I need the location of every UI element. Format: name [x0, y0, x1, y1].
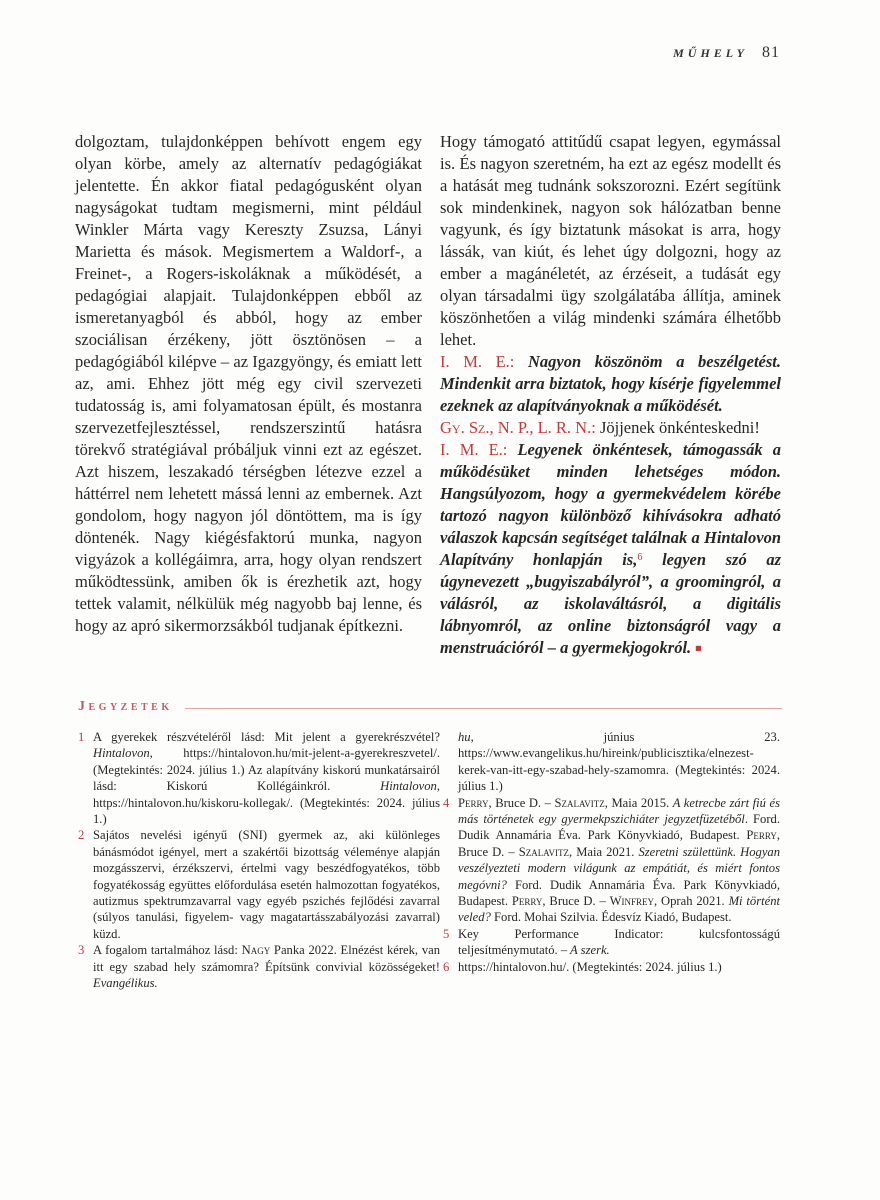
footnote-number: 1 — [78, 730, 85, 744]
text-run: dolgoztam, tulajdonképpen behívott engem egy olyan körbe, amely az alternatív pedagógiákat jelentette. Én akkor fiatal pedagógusként olyan nagyságokat tudtam megismerni, mint például Winkler Márta vagy Kereszty Zsuzsa, Lányi Marietta és mások. Megismertem a Waldorf-, a Freinet-, a Rogers-iskoláknak a működését, a pedagógiai alapjait. Tulajdonképpen ebből az ismeretanyagból és abból, hogy az ember szociálisan érzékeny, jött ösztönösen – a pedagógiából kilépve – az Igazgyöngy, és emiatt lett az, ami. Ehhez jött még egy civil szervezeti tudatosság is, ami folyamatosan épült, és mostanra szervezetfejlesztéssel, rendszerszintű hatásra törekvő stratégiával próbáljuk vinni ezt az egészet. Azt hiszem, leszakadó térségben létezve ezzel a háttérrel nem lehetett mássá lenni az embernek. Azt gondolom, hogy nagyon jól döntöttem, ma is így döntenék. Nagy kiégésfaktorú munka, nagyon vigyázok a kollégáimra, arra, hogy olyan rendszert működtessünk, amiben ők is érezhetik azt, hogy tettek valamit, nélkülük még nagyobb baj lenne, és hogy az apró sikermorzsákból tudjanak építkezni. — [75, 132, 422, 635]
end-of-article-mark: ■ — [695, 642, 702, 655]
text-run: június 23. https://www.evangelikus.hu/hireink/publicisztika/elnezest-kerek-van-itt-egy-szabad-hely-szamomra. (Megtekintés: 2024. július 1.) — [458, 730, 780, 794]
footnote-text — [458, 960, 722, 974]
text-run: Szalavitz — [518, 844, 570, 859]
text-run: , Maia 2015. — [604, 795, 673, 810]
text-run: Perry — [458, 795, 489, 810]
text-run: Sajátos nevelési igényű (SNI) gyermek az, aki különleges bánásmódot igényel, mert a szakértői bizottság véleménye alapján mozgásszervi, érzékszervi, értelmi vagy beszédfogyatékos, több fogyatékosság együttes előfordulása esetén halmozottan fogyatékos, autizmus spektrumzavarral vagy egyéb pszichés fejlődési zavarral (súlyos tanulási, figyelem- vagy magatartásszabályozási zavarral) küzd. — [93, 828, 440, 941]
text-run: A gyerekek részvételéről lásd: Mit jelent a gyerekrészvétel? — [93, 730, 440, 744]
paragraph — [440, 351, 781, 417]
text-run: Ford. Dudik Annamária Éva. Park Könyvkiadó, Budapest. — [458, 877, 780, 909]
paragraph — [440, 417, 781, 439]
text-run: Mi történt veled? — [458, 894, 780, 925]
text-run: Ford. Mohai Szilvia. Édesvíz Kiadó, Budapest. — [490, 910, 732, 925]
section-label: MŰHELY — [673, 46, 748, 60]
speaker-label: Gy. Sz., N. P., L. R. N.: — [440, 418, 600, 437]
text-run: , Bruce D. – — [542, 894, 610, 909]
footnote — [443, 795, 780, 926]
text-run: , Oprah 2021. — [654, 894, 729, 909]
footnote-number: 4 — [443, 795, 450, 810]
footnote — [443, 959, 780, 975]
text-run: https://hintalovon.hu/. (Megtekintés: 2024. július 1.) — [458, 959, 722, 974]
text-run: – A szerk. — [560, 943, 610, 958]
text-run: . Ford. Dudik Annamária Éva. Park Könyvkiadó, Budapest. — [458, 812, 780, 843]
footnote — [78, 827, 440, 942]
footnote-text — [93, 828, 440, 940]
text-run: Hintalovon — [380, 779, 437, 794]
text-run: legyen szó az úgynevezett „bugyiszabályról”, a groomingról, a válásról, az iskolaváltásról, a digitális lábnyomról, az online biztonságról vagy a menstruációról – a gyermekjogokról. — [440, 550, 781, 657]
footnote-number: 6 — [443, 959, 450, 974]
text-run: Panka 2022. Elnézést kérek, van itt egy szabad hely számomra? Építsünk convivial közösségeket! — [93, 943, 441, 974]
text-run: Szalavitz — [554, 795, 605, 810]
footnotes-heading — [78, 699, 782, 715]
footnotes-rule — [185, 708, 782, 709]
text-run: , Bruce D. – — [488, 795, 555, 810]
footnote-text — [458, 927, 780, 957]
text-run: , https://hintalovon.hu/mit-jelent-a-gyerekreszvetel/. (Megtekintés: 2024. július 1.) Az alapítvány kiskorú munkatársairól lásd: Kiskorú Kollégáinkról. — [93, 746, 440, 794]
speaker-label: I. M. E.: — [440, 440, 518, 459]
footnote-text — [93, 730, 440, 826]
footnote — [78, 729, 440, 827]
footnote-text — [93, 943, 440, 990]
text-run: Legyenek önkéntesek, támogassák a működésüket minden lehetséges módon. Hangsúlyozom, hogy a gyermekvédelem körébe tartozó nagyon különböző kihívásokra adható válaszok kapcsán segítséget találnak a Hintalovon Alapítvány honlapján is, — [440, 440, 781, 569]
footnotes-title: Jegyzetek — [78, 699, 173, 714]
paragraph — [440, 439, 781, 660]
text-run: Perry — [746, 828, 777, 843]
text-run: , https://hintalovon.hu/kiskoru-kollegak/. (Megtekintés: 2024. július 1.) — [93, 779, 440, 827]
text-run: A fogalom tartalmához lásd: — [93, 943, 242, 958]
text-run: Jöjjenek önkénteskedni! — [599, 418, 760, 437]
text-run: Hogy támogató attitűdű csapat legyen, egymással is. És nagyon szeretném, ha ezt az egész modellt és a hatását meg tudnánk sokszorozni. Ezért segítünk sok mindenkinek, nagyon sok hálózatban benne vagyunk, és így biztatunk másokat is arra, hogy lássák, van kiút, és lehet úgy dolgozni, hogy az ember a magánéletét, az érzéseit, a tudását egy olyan társadalmi ügy szolgálatába állítja, aminek köszönhetően a világ mindenki számára élhetőbb lehet. — [440, 132, 781, 349]
text-run: A ketrecbe zárt fiú és más történetek egy gyermekpszichiáter jegyzetfüzetéből — [458, 795, 780, 827]
text-run: Winfrey — [609, 894, 655, 909]
paragraph — [440, 131, 781, 351]
text-run: Nagyon köszönöm a beszélgetést. Mindenkit arra biztatok, hogy kísérje figyelemmel ezeknek az alapítványoknak a működését. — [440, 352, 781, 415]
speaker-label: I. M. E.: — [440, 352, 528, 371]
text-run: hu, — [458, 730, 474, 744]
text-run: , Bruce D. – — [458, 828, 780, 859]
text-run: Nagy — [241, 943, 271, 958]
text-run: Szeretni születtünk. Hogyan veszélyezteti modern világunk az empátiát, és miért fontos megóvni? — [458, 844, 781, 892]
text-run: Evangélikus. — [93, 976, 158, 991]
text-run: , Maia 2021. — [569, 844, 639, 859]
footnotes-left-column — [78, 729, 440, 992]
footnote — [78, 942, 440, 991]
text-run: Key Performance Indicator: kulcsfontosságú teljesítménymutató. — [458, 926, 780, 958]
footnote-number: 2 — [78, 828, 85, 843]
footnote-text — [458, 730, 780, 793]
text-run: Hintalovon — [93, 746, 150, 761]
footnote-ref-6: 6 — [637, 551, 643, 563]
article-right-column — [440, 131, 781, 660]
text-run: Perry — [511, 894, 543, 909]
footnote-text — [458, 796, 780, 925]
footnote — [443, 729, 780, 795]
footnotes-right-column — [443, 729, 780, 975]
footnote-number: 3 — [78, 943, 85, 958]
running-head — [0, 44, 780, 62]
article-left-column — [75, 131, 422, 637]
footnote-number: 5 — [443, 926, 450, 941]
paragraph — [75, 131, 422, 637]
footnote — [443, 926, 780, 959]
page-number: 81 — [762, 44, 780, 61]
